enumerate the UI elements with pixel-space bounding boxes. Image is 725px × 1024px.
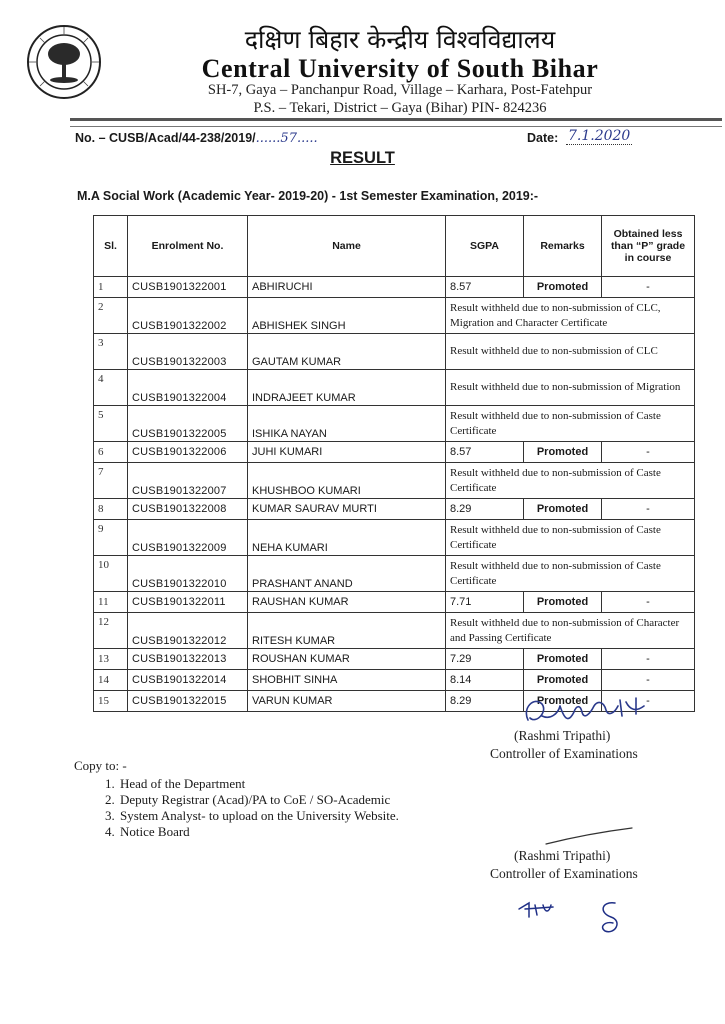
row-serial: 12: [94, 613, 128, 649]
row-enrolment-no: CUSB1901322010: [128, 556, 248, 592]
row-sgpa: 8.14: [446, 670, 524, 691]
row-enrolment-no: CUSB1901322007: [128, 463, 248, 499]
row-enrolment-no: CUSB1901322013: [128, 649, 248, 670]
row-enrolment-no: CUSB1901322002: [128, 298, 248, 334]
header-obtained: Obtained less than “P” grade in course: [602, 216, 695, 277]
row-enrolment-no: CUSB1901322015: [128, 691, 248, 712]
row-serial: 15: [94, 691, 128, 712]
row-enrolment-no: CUSB1901322014: [128, 670, 248, 691]
row-serial: 1: [94, 277, 128, 298]
signatory-name-2: (Rashmi Tripathi): [514, 848, 611, 863]
table-row: [94, 298, 695, 334]
row-name: ABHIRUCHI: [248, 277, 446, 298]
row-enrolment-no: CUSB1901322001: [128, 277, 248, 298]
row-sgpa: 7.71: [446, 592, 524, 613]
row-withheld-note: Result withheld due to non-submission of Migration: [446, 370, 695, 406]
table-row: [94, 370, 695, 406]
table-row: [94, 613, 695, 649]
address-line-2: P.S. – Tekari, District – Gaya (Bihar) PIN- 824236: [253, 100, 547, 116]
table-row: [94, 406, 695, 442]
row-enrolment-no: CUSB1901322003: [128, 334, 248, 370]
row-remarks: Promoted: [524, 277, 602, 298]
row-name: RITESH KUMAR: [248, 613, 446, 649]
row-enrolment-no: CUSB1901322008: [128, 499, 248, 520]
row-withheld-note: Result withheld due to non-submission of Caste Certificate: [446, 556, 695, 592]
table-row: [94, 334, 695, 370]
row-enrolment-no: CUSB1901322006: [128, 442, 248, 463]
row-serial: 8: [94, 499, 128, 520]
date-label: Date:: [527, 131, 559, 145]
row-serial: 2: [94, 298, 128, 334]
university-logo: [26, 24, 102, 100]
row-name: KHUSHBOO KUMARI: [248, 463, 446, 499]
row-remarks: Promoted: [524, 442, 602, 463]
initials-marks: [515, 895, 635, 941]
row-obtained: -: [602, 499, 695, 520]
list-item: 4. Notice Board: [118, 824, 399, 840]
row-serial: 13: [94, 649, 128, 670]
header-enrolment: Enrolment No.: [128, 216, 248, 277]
signatory-designation-1: Controller of Examinations: [490, 746, 638, 761]
row-name: ROUSHAN KUMAR: [248, 649, 446, 670]
row-withheld-note: Result withheld due to non-submission of Caste Certificate: [446, 406, 695, 442]
row-remarks: Promoted: [524, 691, 602, 712]
row-remarks: Promoted: [524, 499, 602, 520]
row-name: ABHISHEK SINGH: [248, 298, 446, 334]
university-name-hindi: दक्षिण बिहार केन्द्रीय विश्वविद्यालय: [244, 25, 556, 54]
result-table: [93, 215, 695, 712]
table-row: [94, 649, 695, 670]
result-table-body: [94, 277, 695, 712]
row-serial: 4: [94, 370, 128, 406]
row-name: KUMAR SAURAV MURTI: [248, 499, 446, 520]
row-enrolment-no: CUSB1901322012: [128, 613, 248, 649]
header-divider: [70, 118, 722, 127]
row-serial: 14: [94, 670, 128, 691]
row-withheld-note: Result withheld due to non-submission of CLC: [446, 334, 695, 370]
table-header-row: [94, 216, 695, 277]
table-row: [94, 499, 695, 520]
row-serial: 6: [94, 442, 128, 463]
row-enrolment-no: CUSB1901322005: [128, 406, 248, 442]
row-remarks: Promoted: [524, 670, 602, 691]
row-remarks: Promoted: [524, 592, 602, 613]
copy-to-label: Copy to: -: [74, 758, 127, 773]
row-name: NEHA KUMARI: [248, 520, 446, 556]
reference-number: [75, 131, 318, 146]
list-item: 1. Head of the Department: [118, 776, 399, 792]
copy-to-list: [96, 776, 399, 840]
row-obtained: -: [602, 442, 695, 463]
row-obtained: -: [602, 592, 695, 613]
row-name: GAUTAM KUMAR: [248, 334, 446, 370]
row-remarks: Promoted: [524, 649, 602, 670]
signatory-designation-2: Controller of Examinations: [490, 866, 638, 881]
row-obtained: -: [602, 649, 695, 670]
row-sgpa: 8.57: [446, 442, 524, 463]
table-row: [94, 592, 695, 613]
page-title: RESULT: [330, 149, 395, 167]
list-item: 2. Deputy Registrar (Acad)/PA to CoE / SO-Academic: [118, 792, 399, 808]
row-enrolment-no: CUSB1901322011: [128, 592, 248, 613]
row-name: ISHIKA NAYAN: [248, 406, 446, 442]
row-sgpa: 7.29: [446, 649, 524, 670]
table-row: [94, 556, 695, 592]
table-row: [94, 277, 695, 298]
row-name: INDRAJEET KUMAR: [248, 370, 446, 406]
row-obtained: -: [602, 691, 695, 712]
row-obtained: -: [602, 670, 695, 691]
header-remarks: Remarks: [524, 216, 602, 277]
row-serial: 11: [94, 592, 128, 613]
row-sgpa: 8.29: [446, 499, 524, 520]
header-sl: Sl.: [94, 216, 128, 277]
row-serial: 3: [94, 334, 128, 370]
table-row: [94, 670, 695, 691]
row-name: PRASHANT ANAND: [248, 556, 446, 592]
exam-subheading: M.A Social Work (Academic Year- 2019-20) - 1st Semester Examination, 2019:-: [77, 189, 539, 203]
university-name-english: Central University of South Bihar: [201, 54, 599, 83]
row-serial: 10: [94, 556, 128, 592]
reference-handwritten-number: ......57.....: [255, 131, 318, 146]
row-name: VARUN KUMAR: [248, 691, 446, 712]
reference-prefix: No. – CUSB/Acad/44-238/2019/: [75, 131, 256, 145]
table-row: [94, 520, 695, 556]
row-withheld-note: Result withheld due to non-submission of Caste Certificate: [446, 520, 695, 556]
row-withheld-note: Result withheld due to non-submission of Character and Passing Certificate: [446, 613, 695, 649]
signatory-name-1: (Rashmi Tripathi): [514, 728, 611, 743]
list-item: 3. System Analyst- to upload on the University Website.: [118, 808, 399, 824]
date-value: 7.1.2020: [568, 128, 631, 144]
row-withheld-note: Result withheld due to non-submission of CLC, Migration and Character Certificate: [446, 298, 695, 334]
row-name: JUHI KUMARI: [248, 442, 446, 463]
row-serial: 5: [94, 406, 128, 442]
row-withheld-note: Result withheld due to non-submission of Caste Certificate: [446, 463, 695, 499]
table-row: [94, 442, 695, 463]
row-enrolment-no: CUSB1901322009: [128, 520, 248, 556]
header-sgpa: SGPA: [446, 216, 524, 277]
table-row: [94, 463, 695, 499]
row-name: SHOBHIT SINHA: [248, 670, 446, 691]
row-obtained: -: [602, 277, 695, 298]
row-serial: 7: [94, 463, 128, 499]
address-line-1: SH-7, Gaya – Panchanpur Road, Village – Karhara, Post-Fatehpur: [207, 82, 593, 98]
row-enrolment-no: CUSB1901322004: [128, 370, 248, 406]
row-serial: 9: [94, 520, 128, 556]
header-name: Name: [248, 216, 446, 277]
row-name: RAUSHAN KUMAR: [248, 592, 446, 613]
row-sgpa: 8.57: [446, 277, 524, 298]
row-sgpa: 8.29: [446, 691, 524, 712]
